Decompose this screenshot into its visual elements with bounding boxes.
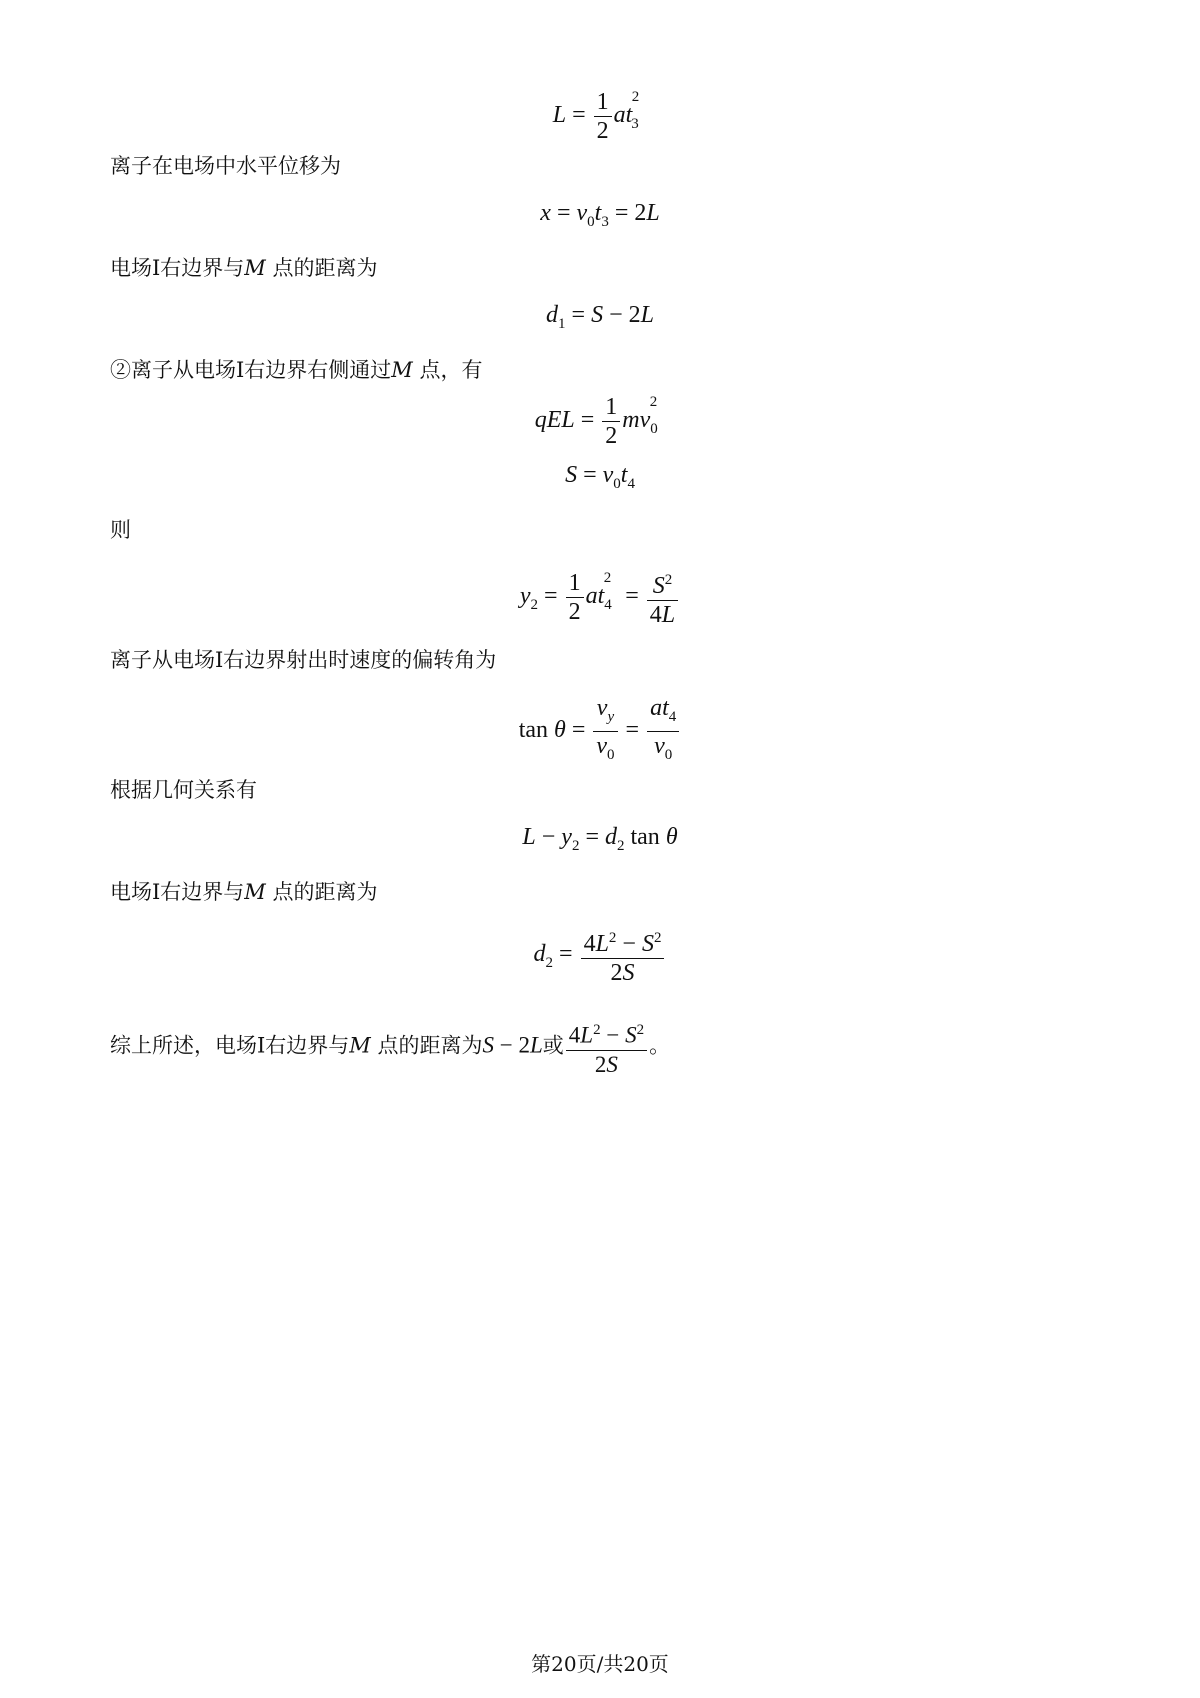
text-conclusion-b: 点的距离为 [377, 1033, 483, 1058]
text-case-two [110, 356, 483, 384]
text-deflection-angle: 离子从电场I右边界射出时速度的偏转角为 [110, 648, 497, 672]
text-distance-to-m-1-b: 点的距离为 [272, 256, 378, 280]
text-geometry: 根据几何关系有 [110, 778, 257, 802]
equation-s-v0-t4: $S = v_0t_4$ [565, 462, 635, 492]
text-distance-to-m-1-a: 电场I右边界与 [110, 256, 245, 280]
symbol-m: M [244, 256, 266, 280]
text-conclusion [110, 1016, 670, 1079]
text-distance-to-m-1 [110, 254, 378, 282]
symbol-m: M [391, 358, 413, 382]
text-conclusion-period: 。 [649, 1033, 671, 1058]
text-case-two-a: ②离子从电场I右边界右侧通过 [110, 358, 392, 382]
equation-tan-theta: tan θ = $\frac{v_y}{v_0}$ = $\frac{at_4}{v_0}$ [0, 694, 1200, 769]
text-conclusion-a: 综上所述，电场I右边界与 [110, 1033, 350, 1058]
text-distance-to-m-2-b: 点的距离为 [272, 880, 378, 904]
expr-d2-fraction: $\frac{4L^2 - S^2}{2S}$ [564, 1033, 649, 1058]
page-footer: 第20页/共20页 [531, 1652, 669, 1676]
equation-d2: $d_2$ = $\frac{4L^2 - S^2}{2S}$ [0, 924, 1200, 987]
equation-d1: $d_1 = S - 2L$ [546, 302, 654, 332]
text-conclusion-or: 或 [542, 1033, 564, 1058]
text-case-two-b: 点，有 [419, 358, 483, 382]
symbol-m: M [349, 1033, 371, 1058]
expr-s-minus-2l: S − 2L [482, 1032, 543, 1058]
equation-energy: qEL = $\frac{1}{2}$ $mv_0^2$ [534, 394, 658, 449]
text-then: 则 [110, 518, 131, 542]
symbol-m: M [244, 880, 266, 904]
equation-l-half-a-t3-squared: L = $\frac{1}{2}$ $at_3^2$ [552, 89, 640, 144]
equation-geometry: $L - y_2 = d_2$ tan θ [522, 824, 678, 854]
text-distance-to-m-2-a: 电场I右边界与 [110, 880, 245, 904]
text-horizontal-displacement: 离子在电场中水平位移为 [110, 154, 341, 178]
text-distance-to-m-2 [110, 878, 378, 906]
equation-x-displacement: $x = v_0t_3 = 2L$ [540, 200, 660, 230]
equation-y2: $y_2$ = $\frac{1}{2}$ $at_4^2$ = $\frac{S^2}{4L}$ [0, 566, 1200, 629]
